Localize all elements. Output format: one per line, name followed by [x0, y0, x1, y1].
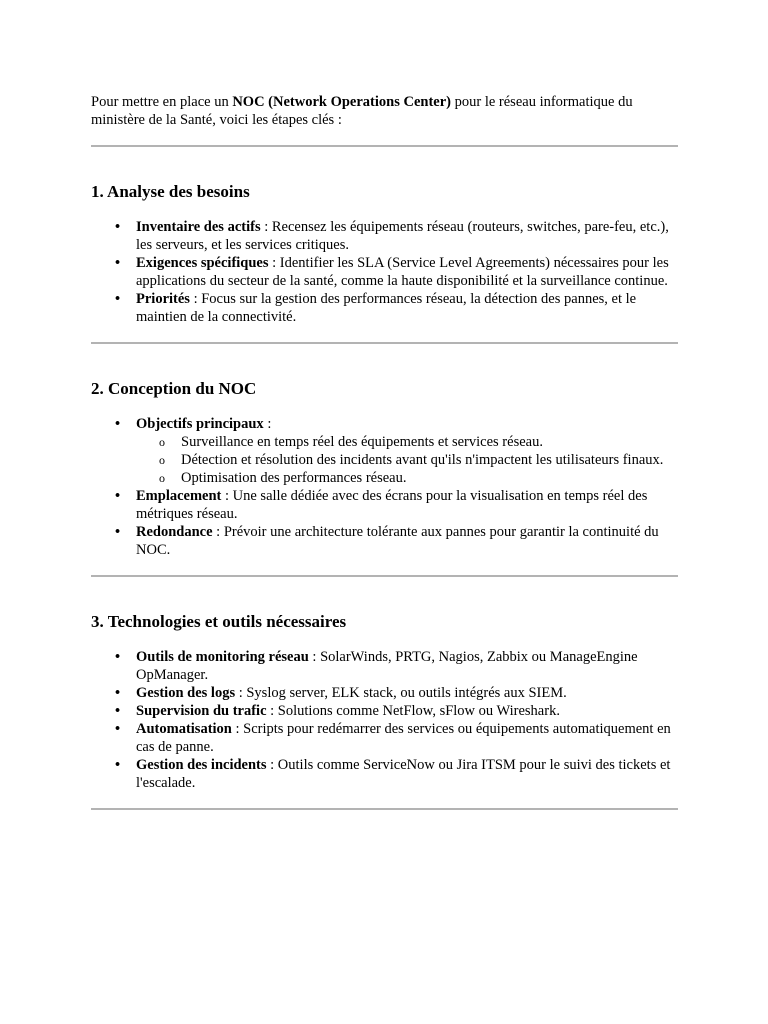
- bullet-icon: •: [115, 721, 121, 737]
- sub-list-item-text: Surveillance en temps réel des équipements et services réseau.: [181, 434, 543, 450]
- list-item-term: Emplacement: [136, 488, 222, 504]
- list-item-text: : Une salle dédiée avec des écrans pour la visualisation en temps réel des métriques réseau.: [136, 488, 648, 522]
- sub-list: [136, 433, 678, 487]
- list-item: [115, 684, 678, 702]
- list-item-text: : Identifier les SLA (Service Level Agreements) nécessaires pour les applications du secteur de la santé, comme la haute disponibilité et la surveillance continue.: [136, 255, 669, 289]
- list-item: [115, 756, 678, 792]
- sub-list-item: [159, 469, 678, 487]
- list-item-term: Automatisation: [136, 721, 232, 737]
- bullet-icon: •: [115, 649, 121, 665]
- list-item: [115, 648, 678, 684]
- intro-suffix: pour le réseau informatique du ministère de la Santé, voici les étapes clés :: [91, 94, 633, 128]
- list-item-text: : Focus sur la gestion des performances réseau, la détection des pannes, et le maintien de la connectivité.: [136, 291, 637, 325]
- list-item: [115, 290, 678, 326]
- section-3-list: [91, 648, 678, 792]
- divider: [91, 342, 678, 344]
- list-item-text: : Syslog server, ELK stack, ou outils intégrés aux SIEM.: [235, 685, 567, 701]
- divider: [91, 575, 678, 577]
- intro-bold-term: NOC (Network Operations Center): [232, 94, 451, 110]
- list-item: [115, 218, 678, 254]
- bullet-icon: •: [115, 703, 121, 719]
- list-item-term: Priorités: [136, 291, 190, 307]
- section-1-list: [91, 218, 678, 326]
- bullet-icon: •: [115, 291, 121, 307]
- list-item: [115, 523, 678, 559]
- sub-list-item-text: Détection et résolution des incidents avant qu'ils n'impactent les utilisateurs finaux.: [181, 452, 664, 468]
- bullet-icon: •: [115, 524, 121, 540]
- list-item-term: Gestion des incidents: [136, 757, 267, 773]
- intro-prefix: Pour mettre en place un: [91, 94, 233, 110]
- bullet-icon: •: [115, 488, 121, 504]
- list-item-term: Exigences spécifiques: [136, 255, 269, 271]
- sub-list-item-text: Optimisation des performances réseau.: [181, 470, 407, 486]
- list-item-text: : SolarWinds, PRTG, Nagios, Zabbix ou ManageEngine OpManager.: [136, 649, 638, 683]
- list-item: [115, 415, 678, 487]
- list-item-term: Inventaire des actifs: [136, 219, 261, 235]
- section-heading-1: 1. Analyse des besoins: [91, 182, 250, 201]
- list-item-text: : Recensez les équipements réseau (routeurs, switches, pare-feu, etc.), les serveurs, et les services critiques.: [136, 219, 669, 253]
- bullet-icon: •: [115, 685, 121, 701]
- bullet-icon: •: [115, 757, 121, 773]
- list-item-term: Supervision du trafic: [136, 703, 267, 719]
- list-item-text: : Prévoir une architecture tolérante aux pannes pour garantir la continuité du NOC.: [136, 524, 659, 558]
- list-item-term: Redondance: [136, 524, 213, 540]
- sub-list-item: [159, 451, 678, 469]
- list-item-text: : Solutions comme NetFlow, sFlow ou Wireshark.: [266, 703, 560, 719]
- sub-list-item: [159, 433, 678, 451]
- list-item-term: Outils de monitoring réseau: [136, 649, 309, 665]
- list-item: [115, 487, 678, 523]
- intro-paragraph: [91, 93, 678, 129]
- list-item-term: Gestion des logs: [136, 685, 236, 701]
- list-item-text: : Outils comme ServiceNow ou Jira ITSM pour le suivi des tickets et l'escalade.: [136, 757, 671, 791]
- section-heading-2: 2. Conception du NOC: [91, 379, 257, 398]
- bullet-icon: •: [115, 255, 121, 271]
- list-item: [115, 720, 678, 756]
- list-item: [115, 254, 678, 290]
- list-item-text: : Scripts pour redémarrer des services ou équipements automatiquement en cas de panne.: [136, 721, 671, 755]
- sub-bullet-icon: o: [159, 471, 165, 485]
- sub-bullet-icon: o: [159, 435, 165, 449]
- sub-bullet-icon: o: [159, 453, 165, 467]
- bullet-icon: •: [115, 219, 121, 235]
- divider: [91, 808, 678, 810]
- bullet-icon: •: [115, 416, 121, 432]
- divider: [91, 145, 678, 147]
- list-item-term: Objectifs principaux: [136, 416, 264, 432]
- section-heading-3: 3. Technologies et outils nécessaires: [91, 612, 347, 631]
- list-item-text: :: [263, 416, 272, 432]
- list-item: [115, 702, 678, 720]
- section-2-list: [91, 415, 678, 559]
